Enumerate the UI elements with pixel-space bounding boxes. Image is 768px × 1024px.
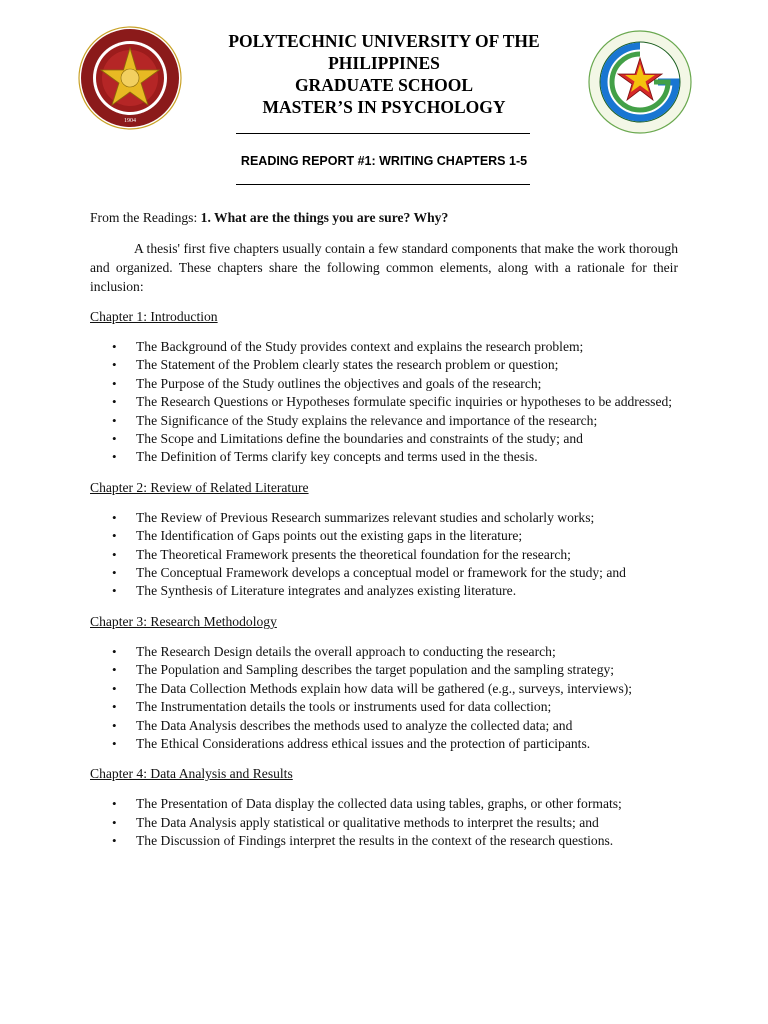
question-line [90, 208, 678, 227]
chapter-3-list [90, 643, 678, 753]
chapter-2-section [90, 478, 678, 601]
list-item: • The Statement of the Problem clearly states the research problem or question; [112, 357, 559, 373]
chapter-4-heading: Chapter 4: Data Analysis and Results [90, 766, 293, 782]
list-item: • The Purpose of the Study outlines the objectives and goals of the research; [112, 375, 542, 391]
list-item: • The Population and Sampling describes the target population and the sampling strategy; [112, 662, 615, 678]
chapter-2-heading: Chapter 2: Review of Related Literature [90, 479, 309, 495]
pup-seal-icon [78, 26, 182, 130]
intro-paragraph: A thesis' first five chapters usually contain a few standard components that make the work thorough and organized. These chapters share the following common elements, along with a rationale for their inclusion: [90, 241, 678, 294]
chapter-4-section [90, 764, 678, 850]
list-item: • The Data Analysis describes the methods used to analyze the collected data; and [112, 717, 573, 733]
document-body [90, 208, 678, 862]
list-item: • The Instrumentation details the tools or instruments used for data collection; [112, 699, 552, 715]
list-item: • The Background of the Study provides context and explains the research problem; [112, 339, 584, 354]
list-item: • The Identification of Gaps points out the existing gaps in the literature; [112, 528, 523, 544]
list-item: • The Data Analysis apply statistical or qualitative methods to interpret the results; and [112, 814, 599, 830]
list-item: • The Review of Previous Research summarizes relevant studies and scholarly works; [112, 509, 595, 525]
chapter-2-list [90, 509, 678, 601]
list-item: • The Presentation of Data display the collected data using tables, graphs, or other formats; [112, 796, 622, 812]
pup-graduate-school-seal-icon [588, 30, 692, 134]
list-item: • The Definition of Terms clarify key concepts and terms used in the thesis. [112, 449, 538, 465]
chapter-1-list [90, 338, 678, 467]
header-divider-bottom [236, 184, 530, 185]
list-item: • The Scope and Limitations define the boundaries and constraints of the study; and [112, 431, 583, 447]
header-divider-top [236, 133, 530, 134]
list-item: • The Ethical Considerations address ethical issues and the protection of participants. [112, 735, 591, 751]
list-item: • The Research Design details the overall approach to conducting the research; [112, 643, 556, 659]
list-item: • The Discussion of Findings interpret the results in the context of the research questions. [112, 833, 614, 849]
report-title: READING REPORT #1: WRITING CHAPTERS 1-5 [240, 154, 528, 168]
chapter-3-section [90, 612, 678, 753]
question-text: 1. What are the things you are sure? Why? [200, 210, 449, 225]
list-item: • The Synthesis of Literature integrates and analyzes existing literature. [112, 583, 517, 599]
seal-year: 1904 [124, 118, 136, 124]
list-item: • The Data Collection Methods explain how data will be gathered (e.g., surveys, interviews); [112, 680, 633, 696]
list-item: • The Research Questions or Hypotheses formulate specific inquiries or hypotheses to be addressed; [112, 394, 673, 410]
document-header [184, 30, 584, 118]
list-item: • The Conceptual Framework develops a conceptual model or framework for the study; and [112, 565, 626, 581]
chapter-4-list [90, 795, 678, 850]
list-item: • The Theoretical Framework presents the theoretical foundation for the research; [112, 546, 571, 562]
question-prefix: From the Readings: [90, 210, 201, 225]
list-item: • The Significance of the Study explains the relevance and importance of the research; [112, 412, 598, 428]
chapter-1-heading: Chapter 1: Introduction [90, 309, 218, 324]
header-line-university: POLYTECHNIC UNIVERSITY OF THE [228, 31, 540, 51]
header-line-school: GRADUATE SCHOOL [294, 75, 474, 95]
header-line-country: PHILIPPINES [328, 53, 440, 73]
chapter-1-section [90, 307, 678, 467]
chapter-3-heading: Chapter 3: Research Methodology [90, 613, 277, 629]
header-line-program: MASTER’S IN PSYCHOLOGY [262, 97, 506, 117]
